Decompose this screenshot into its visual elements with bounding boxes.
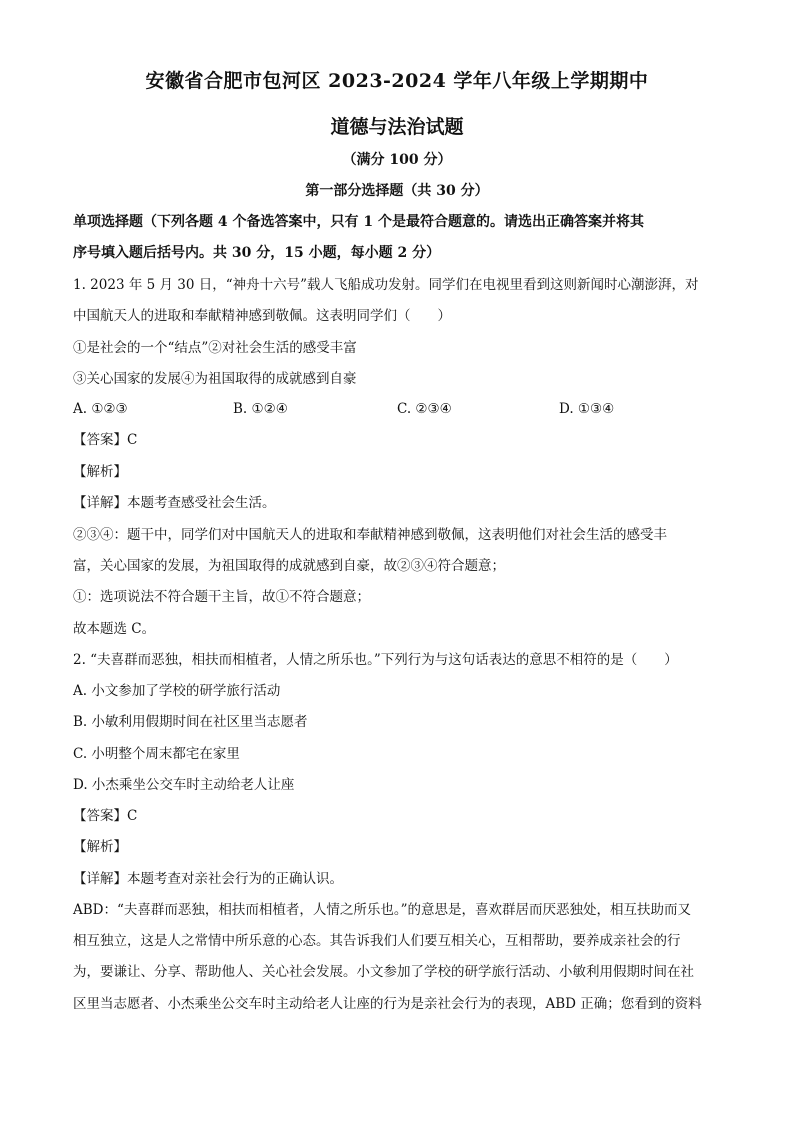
section-instructions-line-1: 单项选择题（下列各题 4 个备选答案中，只有 1 个是最符合题意的。请选出正确答案并将其 — [73, 214, 644, 230]
q2-option-a: A. 小文参加了学校的研学旅行活动 — [73, 683, 281, 699]
q1-items-line-2: ③关心国家的发展④为祖国取得的成就感到自豪 — [73, 371, 357, 387]
q1-stem-line-2: 中国航天人的进取和奉献精神感到敬佩。这表明同学们（ ） — [73, 308, 451, 324]
q2-stem: 2. “夫喜群而恶独，相扶而相植者，人情之所乐也。”下列行为与这句话表达的意思不相符的是（ ） — [73, 652, 678, 668]
q1-option-a: A. ①②③ — [73, 401, 128, 417]
q2-explanation-line-4: 区里当志愿者、小杰乘坐公交车时主动给老人让座的行为是亲社会行为的表现，ABD 正确；您看到的资料 — [73, 996, 702, 1012]
q1-explanation-line-3: ①：选项说法不符合题干主旨，故①不符合题意； — [73, 589, 370, 605]
q1-stem-line-1: 1. 2023 年 5 月 30 日，“神舟十六号”载人飞船成功发射。同学们在电视里看到这则新闻时心潮澎湃，对 — [73, 277, 699, 293]
q2-option-b: B. 小敏利用假期时间在社区里当志愿者 — [73, 714, 308, 730]
q2-explanation-line-3: 为，要谦让、分享、帮助他人、关心社会发展。小文参加了学校的研学旅行活动、小敏利用假期时间在社 — [73, 964, 694, 980]
q2-analysis-label: 【解析】 — [73, 839, 127, 855]
full-score-note: （满分 100 分） — [342, 152, 452, 168]
q2-explanation-line-1: ABD：“夫喜群而恶独，相扶而相植者，人情之所乐也。”的意思是，喜欢群居而厌恶独处，相互扶助而又 — [73, 902, 692, 918]
q2-option-d: D. 小杰乘坐公交车时主动给老人让座 — [73, 777, 295, 793]
q1-detail: 【详解】本题考查感受社会生活。 — [73, 495, 276, 511]
q1-option-d: D. ①③④ — [559, 401, 615, 417]
q2-explanation-line-2: 相互独立，这是人之常情中所乐意的心态。其告诉我们人们要互相关心，互相帮助，要养成亲社会的行 — [73, 933, 681, 949]
q1-option-c: C. ②③④ — [397, 401, 452, 417]
q1-option-b: B. ①②④ — [233, 401, 288, 417]
q2-option-c: C. 小明整个周末都宅在家里 — [73, 746, 240, 762]
q1-explanation-line-1: ②③④：题干中，同学们对中国航天人的进取和奉献精神感到敬佩，这表明他们对社会生活的感受丰 — [73, 527, 667, 543]
section-instructions-line-2: 序号填入题后括号内。共 30 分，15 小题，每小题 2 分） — [73, 245, 441, 261]
q1-analysis-label: 【解析】 — [73, 464, 127, 480]
q1-answer: 【答案】C — [73, 432, 138, 448]
q1-explanation-line-2: 富，关心国家的发展，为祖国取得的成就感到自豪，故②③④符合题意； — [73, 558, 505, 574]
exam-title: 安徽省合肥市包河区 2023-2024 学年八年级上学期期中 — [145, 70, 649, 92]
q2-answer: 【答案】C — [73, 808, 138, 824]
exam-subject-title: 道德与法治试题 — [330, 116, 464, 138]
q2-detail: 【详解】本题考查对亲社会行为的正确认识。 — [73, 871, 343, 887]
q1-items-line-1: ①是社会的一个“结点”②对社会生活的感受丰富 — [73, 340, 357, 356]
part-one-title: 第一部分选择题（共 30 分） — [305, 183, 489, 199]
q1-conclusion: 故本题选 C。 — [73, 621, 156, 637]
